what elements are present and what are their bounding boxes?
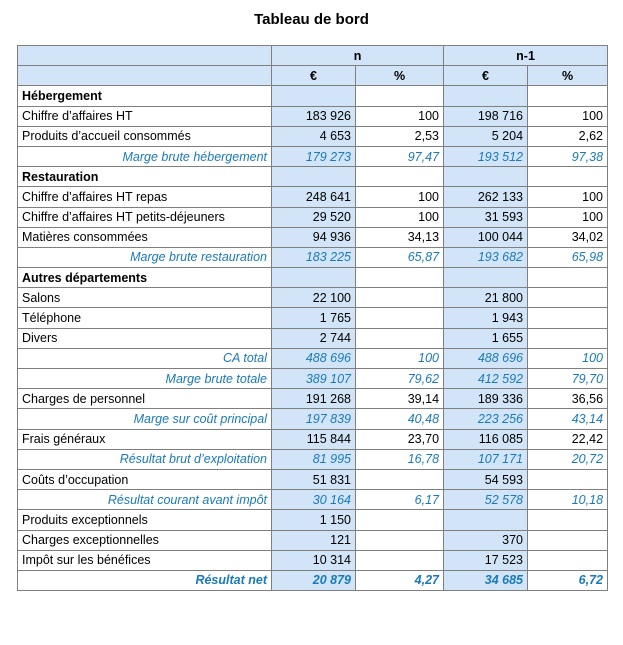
table-row — [18, 348, 608, 368]
row-label-cell: Résultat brut d’exploitation — [18, 449, 272, 469]
row-label-cell: CA total — [18, 348, 272, 368]
value-current-cell: 121 — [272, 530, 356, 550]
percent-previous-cell: 100 — [528, 187, 608, 207]
row-label-cell: Résultat courant avant impôt — [18, 490, 272, 510]
percent-current-cell — [356, 288, 444, 308]
percent-current-cell — [356, 550, 444, 570]
row-label-cell: Marge brute restauration — [18, 247, 272, 267]
value-previous-cell: 52 578 — [444, 490, 528, 510]
percent-previous-cell: 100 — [528, 348, 608, 368]
value-current-cell: 389 107 — [272, 369, 356, 389]
percent-current-cell — [356, 308, 444, 328]
value-current-cell: 22 100 — [272, 288, 356, 308]
table-row — [18, 86, 608, 106]
percent-current-cell — [356, 86, 444, 106]
row-label-cell: Coûts d’occupation — [18, 469, 272, 489]
percent-current-cell: 100 — [356, 106, 444, 126]
value-current-cell — [272, 268, 356, 288]
table-row — [18, 187, 608, 207]
percent-previous-cell — [528, 510, 608, 530]
percent-current-cell: 100 — [356, 348, 444, 368]
row-label-cell: Hébergement — [18, 86, 272, 106]
percent-previous-cell — [528, 308, 608, 328]
value-previous-cell — [444, 268, 528, 288]
table-row — [18, 570, 608, 590]
percent-previous-cell: 20,72 — [528, 449, 608, 469]
percent-current-cell: 34,13 — [356, 227, 444, 247]
value-previous-cell: 189 336 — [444, 389, 528, 409]
table-row — [18, 328, 608, 348]
value-previous-cell: 116 085 — [444, 429, 528, 449]
percent-current-cell — [356, 469, 444, 489]
header-unit-euro: € — [272, 66, 356, 86]
percent-previous-cell: 22,42 — [528, 429, 608, 449]
row-label-cell: Divers — [18, 328, 272, 348]
table-row — [18, 268, 608, 288]
table-row — [18, 429, 608, 449]
value-current-cell: 197 839 — [272, 409, 356, 429]
value-current-cell: 30 164 — [272, 490, 356, 510]
percent-previous-cell — [528, 167, 608, 187]
row-label-cell: Téléphone — [18, 308, 272, 328]
value-previous-cell: 193 682 — [444, 247, 528, 267]
percent-previous-cell: 6,72 — [528, 570, 608, 590]
row-label-cell: Marge sur coût principal — [18, 409, 272, 429]
value-current-cell: 1 150 — [272, 510, 356, 530]
percent-current-cell — [356, 530, 444, 550]
percent-previous-cell — [528, 86, 608, 106]
header-row-units — [18, 66, 608, 86]
percent-current-cell: 4,27 — [356, 570, 444, 590]
header-unit-percent: % — [356, 66, 444, 86]
value-current-cell: 191 268 — [272, 389, 356, 409]
value-current-cell: 10 314 — [272, 550, 356, 570]
row-label-cell: Restauration — [18, 167, 272, 187]
row-label-cell: Impôt sur les bénéfices — [18, 550, 272, 570]
percent-current-cell: 97,47 — [356, 146, 444, 166]
table-row — [18, 106, 608, 126]
table-row — [18, 449, 608, 469]
dashboard-table — [17, 45, 608, 591]
value-previous-cell — [444, 167, 528, 187]
table-row — [18, 510, 608, 530]
row-label-cell: Matières consommées — [18, 227, 272, 247]
row-label-cell: Charges exceptionnelles — [18, 530, 272, 550]
percent-previous-cell: 10,18 — [528, 490, 608, 510]
table-row — [18, 126, 608, 146]
header-period-previous: n-1 — [444, 46, 608, 66]
percent-previous-cell: 100 — [528, 207, 608, 227]
value-current-cell — [272, 167, 356, 187]
percent-current-cell — [356, 328, 444, 348]
row-label-cell: Résultat net — [18, 570, 272, 590]
percent-previous-cell: 2,62 — [528, 126, 608, 146]
table-row — [18, 227, 608, 247]
header-empty-cell — [18, 46, 272, 66]
percent-previous-cell — [528, 550, 608, 570]
value-current-cell: 29 520 — [272, 207, 356, 227]
row-label-cell: Charges de personnel — [18, 389, 272, 409]
percent-previous-cell: 100 — [528, 106, 608, 126]
table-body — [18, 86, 608, 591]
percent-current-cell: 100 — [356, 207, 444, 227]
table-row — [18, 409, 608, 429]
percent-previous-cell: 97,38 — [528, 146, 608, 166]
value-current-cell: 248 641 — [272, 187, 356, 207]
table-row — [18, 369, 608, 389]
value-previous-cell: 262 133 — [444, 187, 528, 207]
percent-current-cell — [356, 167, 444, 187]
table-row — [18, 469, 608, 489]
value-current-cell: 1 765 — [272, 308, 356, 328]
percent-previous-cell — [528, 530, 608, 550]
value-previous-cell: 54 593 — [444, 469, 528, 489]
percent-previous-cell: 79,70 — [528, 369, 608, 389]
value-current-cell: 115 844 — [272, 429, 356, 449]
table-row — [18, 530, 608, 550]
value-previous-cell: 21 800 — [444, 288, 528, 308]
value-previous-cell: 488 696 — [444, 348, 528, 368]
percent-previous-cell: 65,98 — [528, 247, 608, 267]
table-row — [18, 308, 608, 328]
value-current-cell: 81 995 — [272, 449, 356, 469]
value-current-cell: 94 936 — [272, 227, 356, 247]
percent-current-cell: 6,17 — [356, 490, 444, 510]
value-current-cell: 183 225 — [272, 247, 356, 267]
row-label-cell: Marge brute hébergement — [18, 146, 272, 166]
value-previous-cell — [444, 86, 528, 106]
value-current-cell: 2 744 — [272, 328, 356, 348]
value-current-cell: 179 273 — [272, 146, 356, 166]
header-empty-cell — [18, 66, 272, 86]
value-current-cell: 4 653 — [272, 126, 356, 146]
table-row — [18, 389, 608, 409]
header-period-current: n — [272, 46, 444, 66]
value-previous-cell: 17 523 — [444, 550, 528, 570]
row-label-cell: Produits d’accueil consommés — [18, 126, 272, 146]
value-previous-cell: 193 512 — [444, 146, 528, 166]
percent-current-cell: 40,48 — [356, 409, 444, 429]
percent-current-cell — [356, 510, 444, 530]
percent-current-cell: 2,53 — [356, 126, 444, 146]
header-row-periods — [18, 46, 608, 66]
percent-previous-cell — [528, 268, 608, 288]
header-unit-euro: € — [444, 66, 528, 86]
value-previous-cell: 198 716 — [444, 106, 528, 126]
value-current-cell: 51 831 — [272, 469, 356, 489]
value-previous-cell: 31 593 — [444, 207, 528, 227]
percent-previous-cell: 36,56 — [528, 389, 608, 409]
percent-current-cell: 23,70 — [356, 429, 444, 449]
row-label-cell: Frais généraux — [18, 429, 272, 449]
value-previous-cell: 5 204 — [444, 126, 528, 146]
row-label-cell: Produits exceptionnels — [18, 510, 272, 530]
percent-previous-cell: 43,14 — [528, 409, 608, 429]
row-label-cell: Chiffre d’affaires HT petits-déjeuners — [18, 207, 272, 227]
percent-current-cell: 100 — [356, 187, 444, 207]
value-previous-cell: 34 685 — [444, 570, 528, 590]
table-row — [18, 490, 608, 510]
table-row — [18, 288, 608, 308]
table-row — [18, 207, 608, 227]
table-row — [18, 146, 608, 166]
percent-previous-cell — [528, 469, 608, 489]
percent-current-cell: 79,62 — [356, 369, 444, 389]
value-current-cell: 488 696 — [272, 348, 356, 368]
value-previous-cell — [444, 510, 528, 530]
value-current-cell: 20 879 — [272, 570, 356, 590]
percent-previous-cell: 34,02 — [528, 227, 608, 247]
value-previous-cell: 107 171 — [444, 449, 528, 469]
page-title: Tableau de bord — [254, 11, 369, 28]
percent-previous-cell — [528, 328, 608, 348]
value-previous-cell: 370 — [444, 530, 528, 550]
header-unit-percent: % — [528, 66, 608, 86]
value-previous-cell: 1 943 — [444, 308, 528, 328]
row-label-cell: Salons — [18, 288, 272, 308]
value-previous-cell: 223 256 — [444, 409, 528, 429]
row-label-cell: Chiffre d’affaires HT repas — [18, 187, 272, 207]
value-previous-cell: 100 044 — [444, 227, 528, 247]
value-previous-cell: 1 655 — [444, 328, 528, 348]
row-label-cell: Chiffre d’affaires HT — [18, 106, 272, 126]
row-label-cell: Autres départements — [18, 268, 272, 288]
value-current-cell: 183 926 — [272, 106, 356, 126]
percent-current-cell: 65,87 — [356, 247, 444, 267]
table-row — [18, 550, 608, 570]
percent-current-cell: 39,14 — [356, 389, 444, 409]
percent-current-cell: 16,78 — [356, 449, 444, 469]
value-previous-cell: 412 592 — [444, 369, 528, 389]
percent-current-cell — [356, 268, 444, 288]
value-current-cell — [272, 86, 356, 106]
table-row — [18, 247, 608, 267]
table-row — [18, 167, 608, 187]
row-label-cell: Marge brute totale — [18, 369, 272, 389]
percent-previous-cell — [528, 288, 608, 308]
